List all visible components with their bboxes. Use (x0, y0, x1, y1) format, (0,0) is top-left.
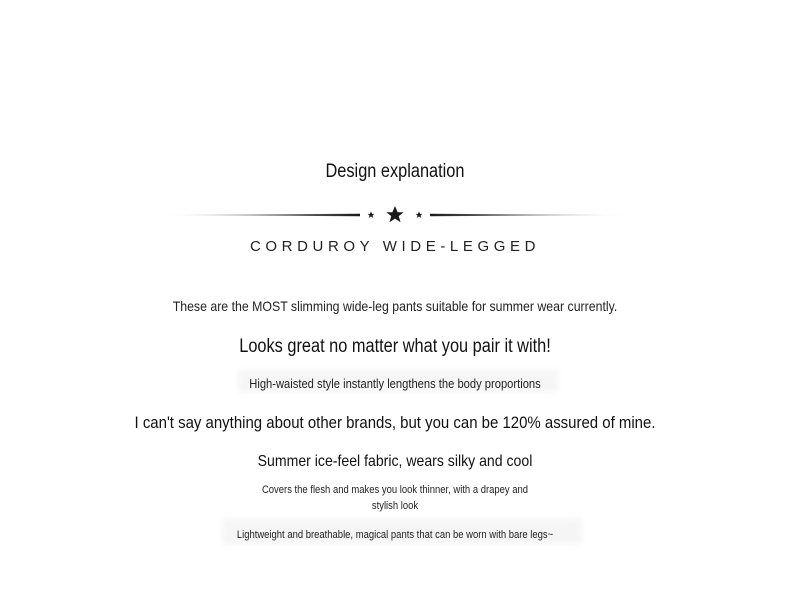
description-line-7: Lightweight and breathable, magical pants that can be worn with bare legs~ (236, 529, 554, 541)
small-star-icon (416, 211, 423, 218)
description-line-3: High-waisted style instantly lengthens the body proportions (249, 376, 541, 391)
large-star-icon (386, 206, 403, 222)
description-line-1: These are the MOST slimming wide-leg pants suitable for summer wear currently. (172, 298, 618, 314)
page-subtitle: CORDUROY WIDE-LEGGED (249, 238, 541, 255)
divider-line-right (430, 214, 630, 216)
description-line-5: Summer ice-feel fabric, wears silky and cool (257, 453, 533, 470)
description-line-6: Covers the flesh and makes you look thinner, with a drapey and stylish look (261, 484, 529, 512)
star-divider (160, 204, 630, 226)
description-line-2: Looks great no matter what you pair it with! (239, 336, 551, 357)
description-line-4: I can't say anything about other brands, but you can be 120% assured of mine. (134, 413, 656, 432)
page-title: Design explanation (325, 161, 465, 182)
divider-line-left (160, 214, 360, 216)
small-star-icon (368, 211, 375, 218)
